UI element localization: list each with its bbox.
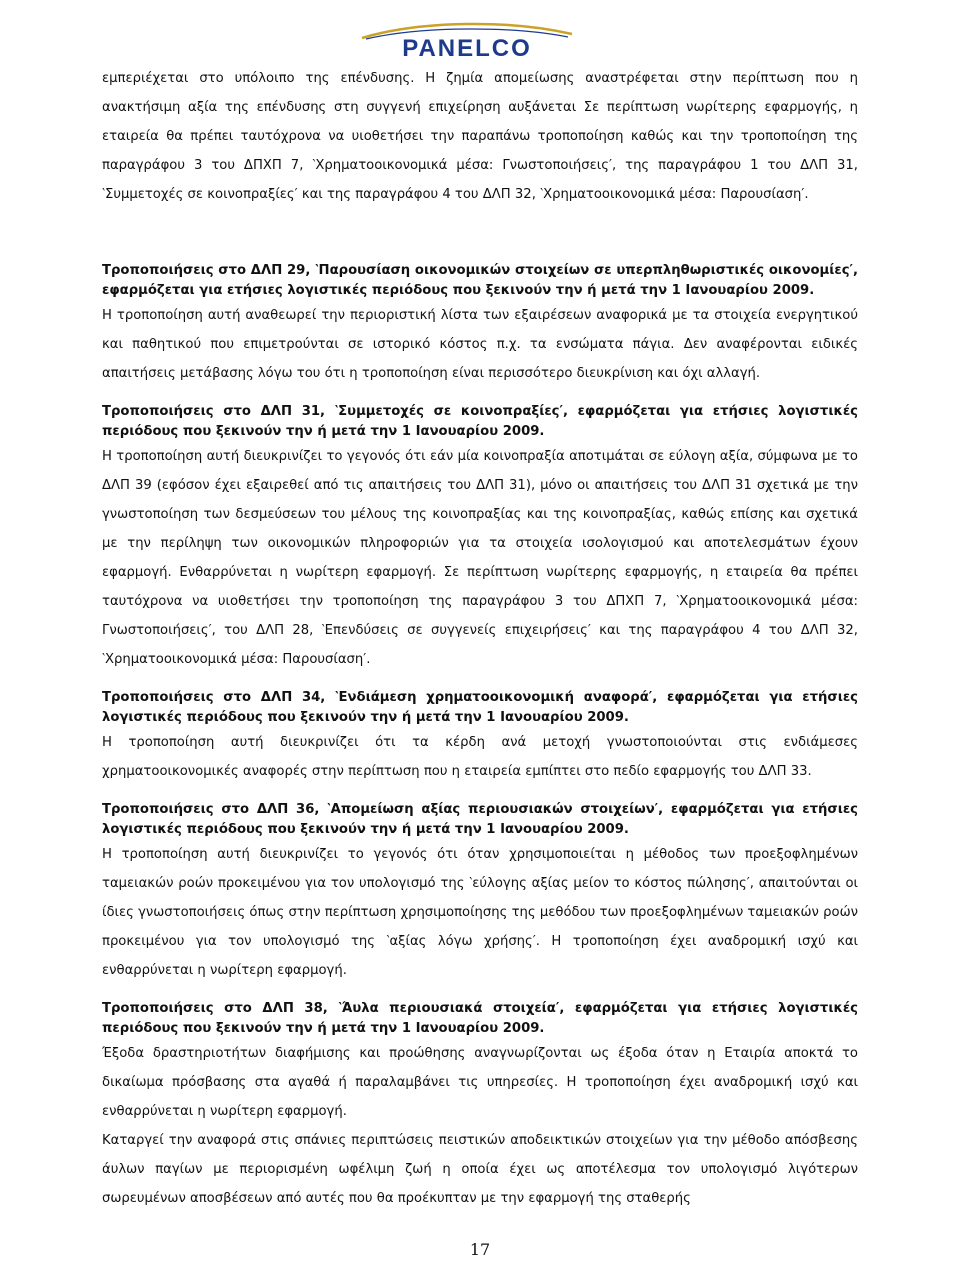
paragraph-ias-34: Η τροποποίηση αυτή διευκρινίζει ότι τα κέρδη ανά μετοχή γνωστοποιούνται στις ενδιάμεσες χρηματοοικονομικές αναφορές στην περίπτωση που η εταιρεία εμπίπτει στο πεδίο εφαρμογής του ΔΛΠ 33. bbox=[102, 735, 858, 779]
section-heading-ias-38: Τροποποιήσεις στο ΔΛΠ 38, ‵Άυλα περιουσιακά στοιχεία′, εφαρμόζεται για ετήσιες λογιστικές περιόδους που ξεκινούν την ή μετά την 1 Ιανουαρίου 2009. bbox=[102, 1001, 858, 1036]
section-heading-ias-29: Τροποποιήσεις στο ΔΛΠ 29, ‵Παρουσίαση οικονομικών στοιχείων σε υπερπληθωριστικές οικονομίες′, εφαρμόζεται για ετήσιες λογιστικές περιόδους που ξεκινούν την ή μετά την 1 Ιανουαρίου 2009. bbox=[102, 263, 858, 298]
paragraph-ias-38-a: Έξοδα δραστηριοτήτων διαφήμισης και προώθησης αναγνωρίζονται ως έξοδα όταν η Εταιρία αποκτά το δικαίωμα πρόσβασης στα αγαθά ή παραλαμβάνει τις υπηρεσίες. Η τροποποίηση έχει αναδρομική ισχύ και ενθαρρύνεται η νωρίτερη εφαρμογή. bbox=[102, 1046, 858, 1119]
page-number: 17 bbox=[469, 1240, 491, 1259]
paragraph-ias-38-b: Καταργεί την αναφορά στις σπάνιες περιπτώσεις πειστικών αποδεικτικών στοιχείων για την μέθοδο απόσβεσης άυλων παγίων με περιορισμένη ωφέλιμη ζωή η οποία έχει ως αποτέλεσμα τον υπολογισμό λιγότερων σωρευμένων αποσβέσεων από αυτές που θα προέκυπταν με την εφαρμογή της σταθερής bbox=[102, 1133, 858, 1206]
paragraph-ias-36: Η τροποποίηση αυτή διευκρινίζει το γεγονός ότι όταν χρησιμοποιείται η μέθοδος των προεξοφλημένων ταμειακών ροών προκειμένου για τον υπολογισμό της ‵εύλογης αξίας μείον το κόστος πώλησης′, απαιτούνται οι ίδιες γνωστοποιήσεις όπως στην περίπτωση χρησιμοποίησης της μεθόδου των προεξοφλημένων ταμειακών ροών προκειμένου για τον υπολογισμό της ‵αξίας λόγω χρήσης′. Η τροποποίηση έχει αναδρομική ισχύ και ενθαρρύνεται η νωρίτερη εφαρμογή. bbox=[102, 847, 858, 978]
panelco-logo-graphic bbox=[352, 18, 582, 62]
section-heading-ias-36: Τροποποιήσεις στο ΔΛΠ 36, ‵Απομείωση αξίας περιουσιακών στοιχείων′, εφαρμόζεται για ετήσιες λογιστικές περιόδους που ξεκινούν την ή μετά την 1 Ιανουαρίου 2009. bbox=[102, 802, 858, 837]
paragraph-continuation: εμπεριέχεται στο υπόλοιπο της επένδυσης. Η ζημία απομείωσης αναστρέφεται στην περίπτωση που η ανακτήσιμη αξία της επένδυσης στη συγγενή επιχείρηση αυξάνεται Σε περίπτωση νωρίτερης εφαρμογής, η εταιρεία θα πρέπει ταυτόχρονα να υιοθετήσει την παραπάνω τροποποίηση καθώς και την τροποποίηση της παραγράφου 3 του ΔΠΧΠ 7, ‵Χρηματοοικονομικά μέσα: Γνωστοποιήσεις′, της παραγράφου 1 του ΔΛΠ 31, ‵Συμμετοχές σε κοινοπραξίες′ και της παραγράφου 4 του ΔΛΠ 32, ‵Χρηματοοικονομικά μέσα: Παρουσίαση′. bbox=[102, 71, 858, 202]
svg-text:PANELCO: PANELCO bbox=[402, 35, 532, 62]
section-heading-ias-31: Τροποποιήσεις στο ΔΛΠ 31, ‵Συμμετοχές σε κοινοπραξίες′, εφαρμόζεται για ετήσιες λογιστικές περιόδους που ξεκινούν την ή μετά την 1 Ιανουαρίου 2009. bbox=[102, 404, 858, 439]
section-heading-ias-34: Τροποποιήσεις στο ΔΛΠ 34, ‵Ενδιάμεση χρηματοοικονομική αναφορά′, εφαρμόζεται για ετήσιες λογιστικές περιόδους που ξεκινούν την ή μετά την 1 Ιανουαρίου 2009. bbox=[102, 690, 858, 725]
paragraph-ias-29: Η τροποποίηση αυτή αναθεωρεί την περιοριστική λίστα των εξαιρέσεων αναφορικά με τα στοιχεία ενεργητικού και παθητικού που επιμετρούνται σε ιστορικό κόστος π.χ. τα ενσώματα πάγια. Δεν αναφέρονται ειδικές απαιτήσεις μετάβασης λόγω του ότι η τροποποίηση είναι περισσότερο διευκρίνιση και όχι αλλαγή. bbox=[102, 308, 858, 381]
document-body bbox=[102, 64, 858, 1213]
panelco-logo bbox=[352, 18, 582, 62]
paragraph-ias-31: Η τροποποίηση αυτή διευκρινίζει το γεγονός ότι εάν μία κοινοπραξία αποτιμάται σε εύλογη αξία, σύμφωνα με το ΔΛΠ 39 (εφόσον έχει εξαιρεθεί από τις απαιτήσεις του ΔΛΠ 31), μόνο οι απαιτήσεις του ΔΛΠ 31 σχετικά με την γνωστοποίηση των δεσμεύσεων του μέλους της κοινοπραξίας και της κοινοπραξίας, καθώς επίσης και σχετικά με την περίληψη των οικονομικών πληροφοριών για τα στοιχεία ισολογισμού και αποτελεσμάτων έχουν εφαρμογή. Ενθαρρύνεται η νωρίτερη εφαρμογή. Σε περίπτωση νωρίτερης εφαρμογής, η εταιρεία θα πρέπει ταυτόχρονα να υιοθετήσει την τροποποίηση της παραγράφου 3 του ΔΠΧΠ 7, ‵Χρηματοοικονομικά μέσα: Γνωστοποιήσεις′, του ΔΛΠ 28, ‵Επενδύσεις σε συγγενείς επιχειρήσεις′ και της παραγράφου 4 του ΔΛΠ 32, ‵Χρηματοοικονομικά μέσα: Παρουσίαση′. bbox=[102, 449, 858, 667]
